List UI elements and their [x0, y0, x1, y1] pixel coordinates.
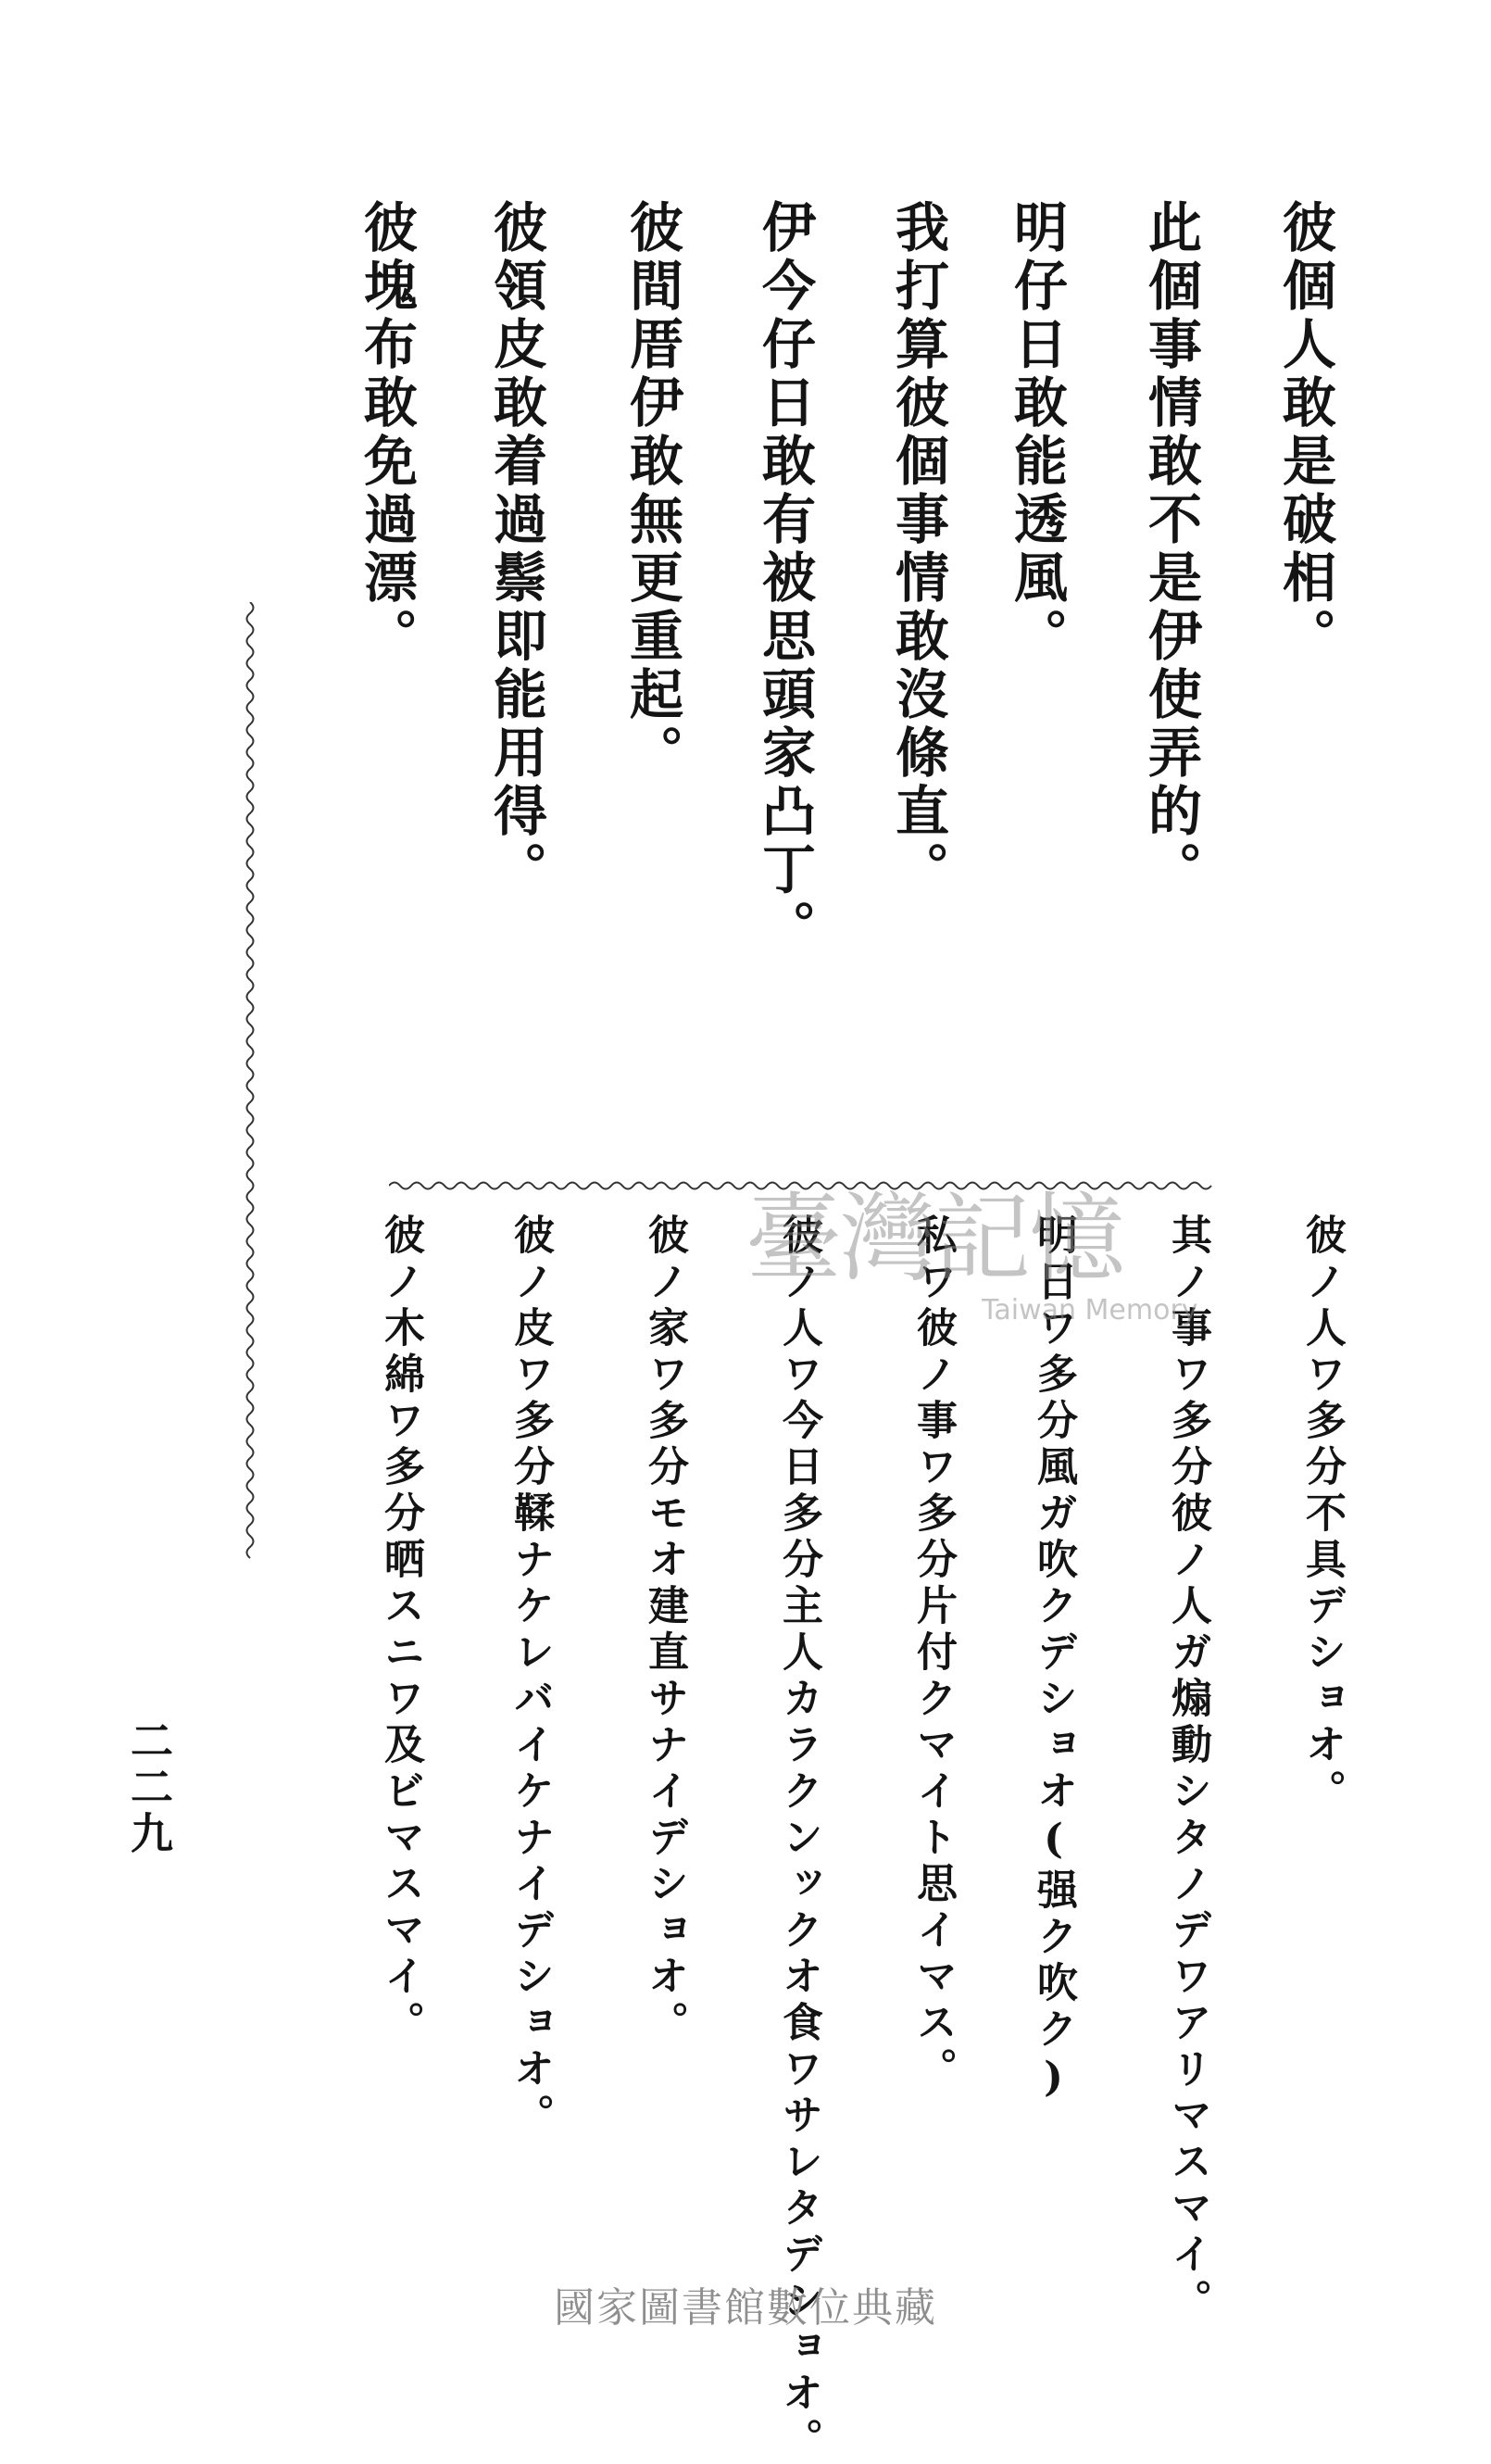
japanese-translation-5: 彼ノ人ワ今日多分主人カラクンックオ食ワサレタデショオ。 [775, 1213, 822, 2464]
japanese-translation-7: 彼ノ皮ワ多分鞣ナケレバイケナイデショオ。 [507, 1213, 554, 2140]
taiwanese-sentence-1: 彼個人敢是破相。 [1273, 199, 1336, 666]
japanese-translation-8: 彼ノ木綿ワ多分晒スニワ及ビマスマイ。 [377, 1213, 424, 2047]
japanese-translation-1: 彼ノ人ワ多分不具デショオ。 [1298, 1213, 1346, 1816]
watermark-subtitle: Taiwan Memory [982, 1294, 1198, 1326]
taiwanese-sentence-2: 此個事情敢不是伊使弄的。 [1139, 199, 1202, 899]
japanese-translation-4: 私ワ彼ノ事ワ多分片付クマイト思イマス。 [909, 1213, 957, 2093]
taiwanese-sentence-3: 明仔日敢能透風。 [1005, 199, 1068, 666]
page-number: 二二九 [124, 1718, 174, 1857]
watermark-title: 臺灣記憶 [746, 1182, 1124, 1295]
taiwanese-sentence-5: 伊今仔日敢有被思頭家凸丁。 [753, 199, 816, 958]
japanese-translation-6: 彼ノ家ワ多分モオ建直サナイデショオ。 [641, 1213, 688, 2047]
taiwan-memory-watermark [746, 1182, 1246, 1339]
taiwanese-sentence-4: 我打算彼個事情敢沒條直。 [886, 199, 949, 899]
taiwanese-sentence-8: 彼塊布敢免過漂。 [355, 199, 418, 666]
library-footer: 國家圖書館數位典藏 [554, 2284, 937, 2332]
japanese-translation-2: 其ノ事ワ多分彼ノ人ガ煽動シタノデワアリマスマイ。 [1164, 1213, 1211, 2325]
taiwanese-sentence-6: 彼間厝伊敢無更重起。 [620, 199, 683, 783]
vertical-wavy-divider [236, 602, 264, 1621]
japanese-translation-3: 明日ワ多分風ガ吹クデショオ(强ク吹ク) [1030, 1213, 1077, 2106]
taiwanese-sentence-7: 彼領皮敢着過鬃即能用得。 [484, 199, 547, 899]
